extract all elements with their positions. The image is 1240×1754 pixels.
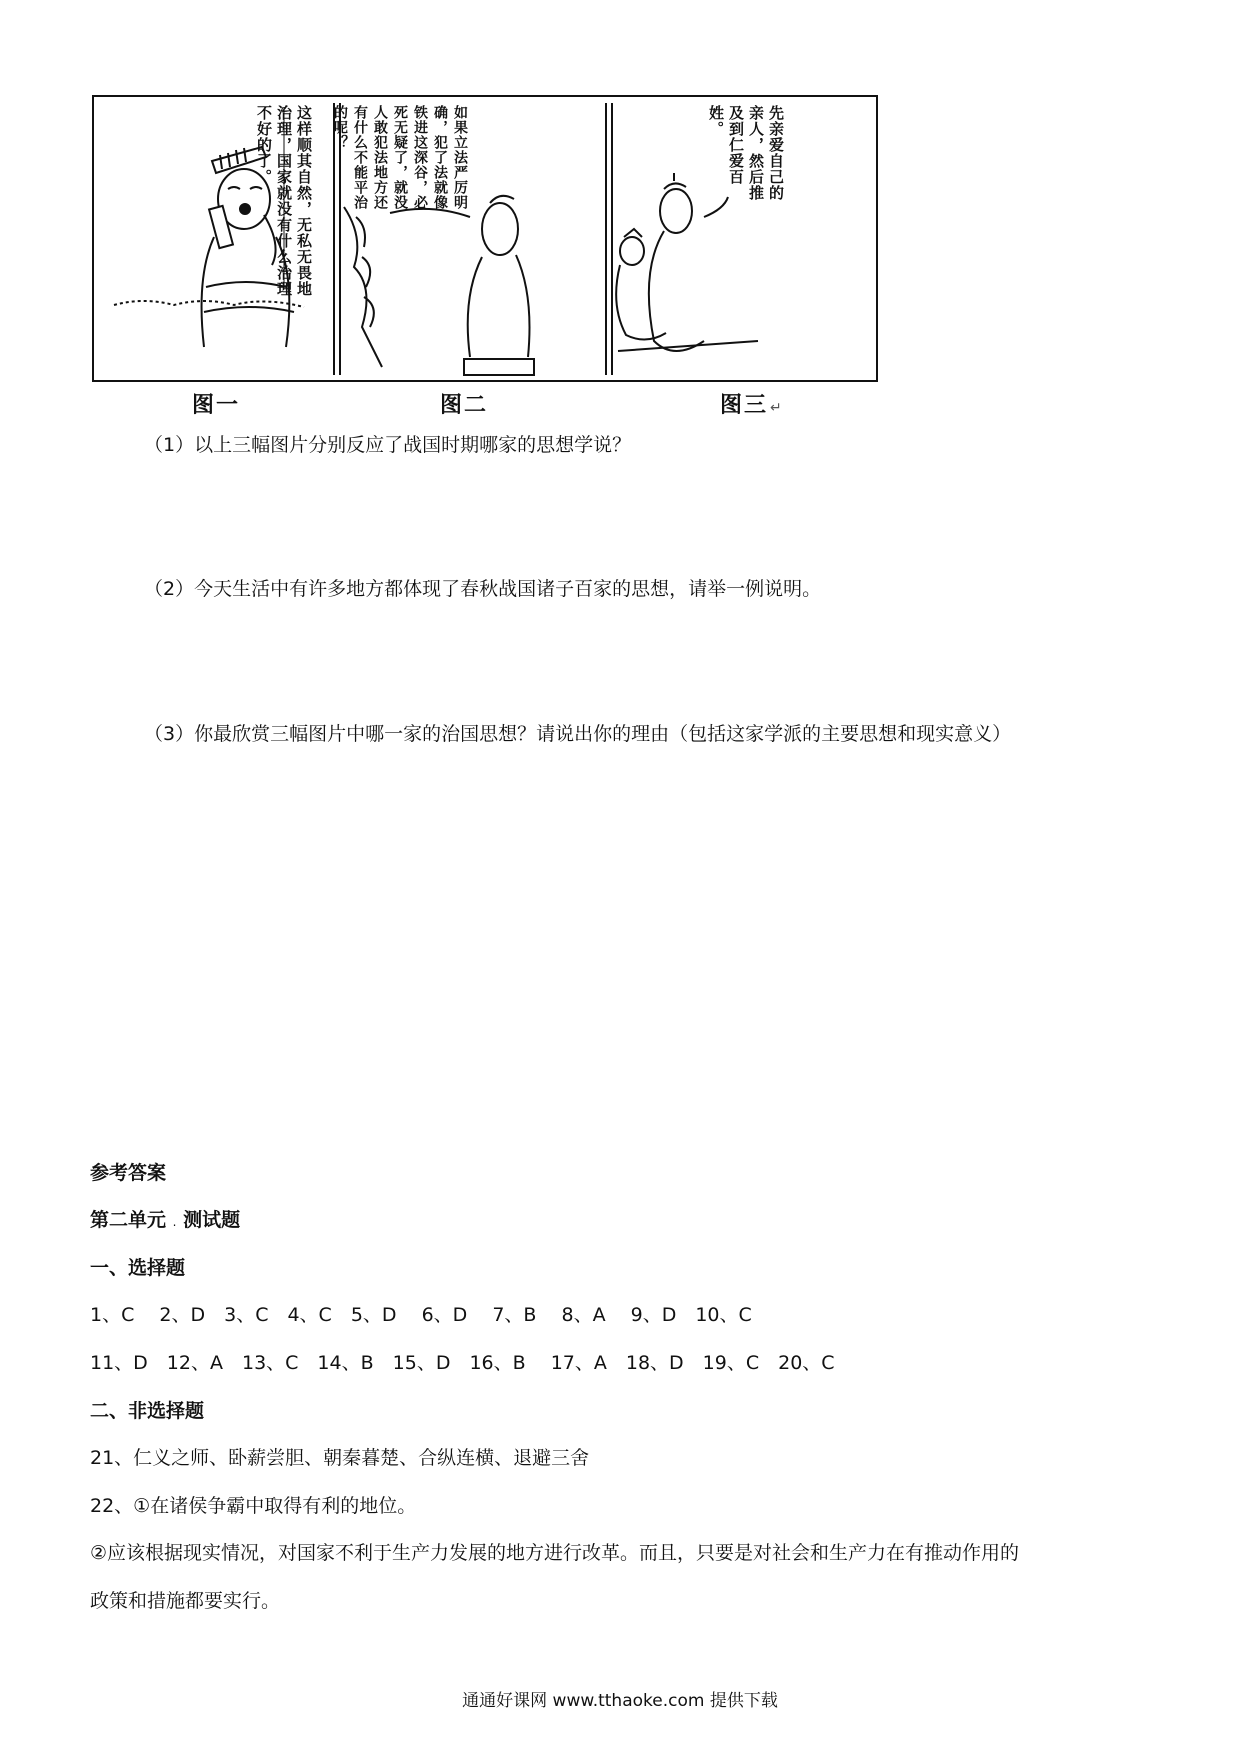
comic-strip xyxy=(92,95,878,382)
answers-heading: 参考答案 xyxy=(90,1162,167,1184)
choice-answers-row-2: 11、D 12、A 13、C 14、B 15、D 16、B 17、A 18、D 19、C 20、C xyxy=(90,1352,835,1374)
question-2: （2）今天生活中有许多地方都体现了春秋战国诸子百家的思想，请举一例说明。 xyxy=(144,578,822,600)
panel-label-3: 图三 ↵ xyxy=(720,393,784,418)
return-mark: ↵ xyxy=(770,400,784,416)
answer-22-part2-cont: 政策和措施都要实行。 xyxy=(90,1590,281,1612)
answer-22-part1: 22、①在诸侯争霸中取得有利的地位。 xyxy=(90,1495,417,1517)
choice-answers-row-1: 1、C 2、D 3、C 4、C 5、D 6、D 7、B 8、A 9、D 10、C xyxy=(90,1304,752,1326)
page-footer: 通通好课网 www.tthaoke.com 提供下载 xyxy=(462,1691,778,1711)
answer-22-part2: ②应该根据现实情况，对国家不利于生产力发展的地方进行改革。而且，只要是对社会和生产力在有推动作用的 xyxy=(90,1542,1020,1564)
answer-21: 21、仁义之师、卧薪尝胆、朝秦暮楚、合纵连横、退避三舍 xyxy=(90,1447,590,1469)
section-choice: 一、选择题 xyxy=(90,1257,186,1279)
question-1: （1）以上三幅图片分别反应了战国时期哪家的思想学说？ xyxy=(144,434,632,456)
panel2-speech: 如果立法严厉明确，犯了法就像铁进这深谷，必死无疑了，就没人敢犯法地方还有什么不能平治的呢？ xyxy=(332,105,468,210)
question-3: （3）你最欣赏三幅图片中哪一家的治国思想？请说出你的理由（包括这家学派的主要思想和现实意义） xyxy=(144,723,1012,745)
section-nonchoice: 二、非选择题 xyxy=(90,1400,205,1422)
hanfei-figure xyxy=(344,196,534,375)
panel-label-2: 图二 xyxy=(440,393,489,418)
unit-title: 第二单元 . 测试题 xyxy=(90,1209,241,1231)
panel1-speech: 这样顺其自然，无私无畏地治理，国家就没有什么治理不好的了。 xyxy=(255,105,313,297)
panel3-speech: 先亲爱自己的亲人，然后推及到仁爱百姓。 xyxy=(707,105,785,201)
panel-label-1: 图一 xyxy=(192,393,241,418)
